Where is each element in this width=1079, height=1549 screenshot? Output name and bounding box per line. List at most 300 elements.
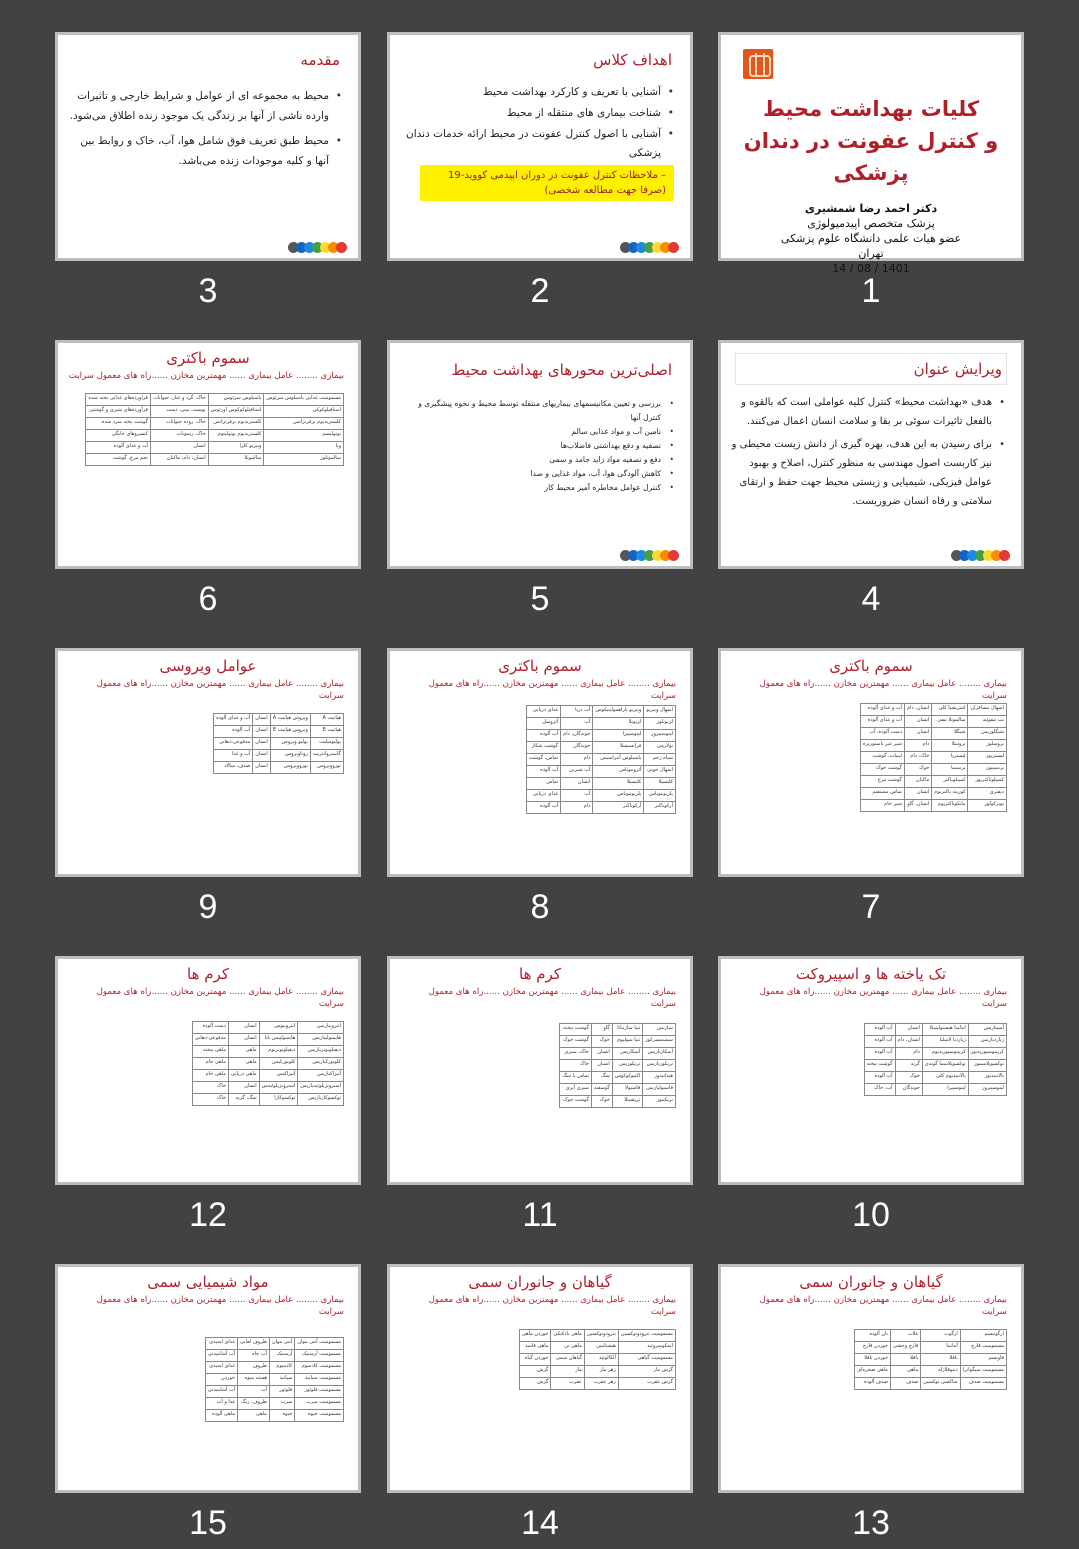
table-cell: شیگلوزیس <box>968 728 1007 740</box>
table-row <box>861 764 1007 776</box>
table-cell: عقرب <box>551 1378 585 1390</box>
table-row <box>205 1398 343 1410</box>
table-cell: تماس با سگ <box>560 1072 592 1084</box>
table-cell: فلوئور <box>269 1386 294 1398</box>
table-cell: نوروویروس <box>310 762 343 774</box>
table-cell: سرب <box>269 1398 294 1410</box>
table-row <box>861 800 1007 812</box>
table-row <box>192 1082 343 1094</box>
table-cell: کلبسیلا <box>644 778 676 790</box>
table-cell: تنیا ساژیناتا <box>612 1024 642 1036</box>
table-cell: جوندگان <box>895 1084 922 1096</box>
table-cell: زهر عقرب <box>584 1378 618 1390</box>
slide-frame[interactable] <box>387 1264 693 1493</box>
table-row <box>192 1046 343 1058</box>
bullet-list <box>58 69 358 171</box>
table-cell: مسمومیت گیاهی <box>618 1354 675 1366</box>
table-cell: کلستریدیوم پرفرنژانس <box>264 418 344 430</box>
table-row <box>855 1342 1007 1354</box>
table-cell: دینوفلاژله <box>921 1366 960 1378</box>
table-cell: آب <box>561 718 593 730</box>
slide-title: مواد شیمیایی سمی <box>147 1273 269 1291</box>
presentation-title <box>721 93 1021 189</box>
table-cell: بالانتیدیوم کلی <box>922 1072 968 1084</box>
table-cell: سالمونلا تیفی <box>932 716 968 728</box>
author-name: دکتر احمد رضا شمشیری <box>804 202 938 215</box>
slide-title: اصلی‌ترین محورهای بهداشت محیط <box>451 361 672 379</box>
slide-frame[interactable] <box>387 340 693 569</box>
table-row <box>526 742 675 754</box>
table-cell: ظروف <box>238 1362 270 1374</box>
table-cell: سیستیسرکوز <box>643 1036 676 1048</box>
table-cell: گزش <box>519 1378 551 1390</box>
table-cell: تب تیفوئید <box>968 716 1007 728</box>
table-cell: ماهی صخره‌ای <box>855 1366 891 1378</box>
table-cell: هایمنولپیازیس <box>298 1034 344 1046</box>
table-cell: انسان <box>228 1034 259 1046</box>
slide-number: 2 <box>530 272 550 310</box>
table-cell: باسیلوس آنتراسیس <box>593 754 644 766</box>
table-cell: توبرکولوز <box>968 800 1007 812</box>
table-row <box>519 1330 675 1342</box>
table-cell: انسان <box>253 714 270 726</box>
slide-frame[interactable] <box>55 648 361 877</box>
table-cell: مسمومیت قارچ <box>960 1342 1006 1354</box>
table-cell: آب آلوده <box>864 1036 895 1048</box>
table-cell: فاسیولا <box>612 1084 642 1096</box>
table-cell: شیر غیر پاستوریزه <box>861 740 905 752</box>
table-cell: انسان <box>253 762 270 774</box>
table-row <box>214 726 344 738</box>
table-cell: پولیو ویروس <box>270 738 310 750</box>
table-cell: انسان <box>904 716 931 728</box>
table-cell: انسان <box>253 750 270 762</box>
table-row <box>214 750 344 762</box>
slide-title: کرم ها <box>187 965 229 983</box>
data-table <box>192 1021 344 1106</box>
slide-title: تک یاخته ها و اسپیروکت <box>795 965 947 983</box>
table-cell: آرسنیک <box>269 1350 294 1362</box>
table-row <box>560 1072 676 1084</box>
table-cell: کورینه باکتریوم <box>932 788 968 800</box>
table-cell: گوشت مرغ <box>861 776 905 788</box>
slide-frame[interactable] <box>387 648 693 877</box>
table-cell: غلات <box>890 1330 920 1342</box>
slide-number: 8 <box>530 888 550 926</box>
bullet-list <box>721 385 1021 511</box>
table-cell: گوشت خوک <box>560 1036 592 1048</box>
slide-number: 4 <box>861 580 881 618</box>
presentation-date: 1401 / 08 / 14 <box>832 262 910 275</box>
table-cell: ماهی <box>238 1410 270 1422</box>
table-cell: گوسفند <box>591 1084 612 1096</box>
table-cell: هایمنولپیس نانا <box>259 1034 298 1046</box>
table-cell: لپتوسپیرا <box>922 1084 968 1096</box>
table-cell: مسمومیت آرسنیک <box>295 1350 344 1362</box>
table-cell: آب آلوده <box>526 802 560 814</box>
slide-number: 11 <box>522 1196 558 1234</box>
bullet-item: • شناخت بیماری های منتقله از محیط <box>400 104 674 123</box>
table-cell: ماهی <box>228 1046 259 1058</box>
table-cell: فرآورده‌های شیری و گوشتی <box>86 406 151 418</box>
slide-frame[interactable] <box>718 1264 1024 1493</box>
table-subheading: بیماری ........ عامل بیماری ...... مهمترین مخازن ......راه های معمول سرایت <box>96 987 344 1009</box>
table-row <box>526 754 675 766</box>
slide-number: 6 <box>198 580 218 618</box>
table-cell: آب و غذای آلوده <box>86 442 151 454</box>
table-cell: انتروبیازیس <box>298 1022 344 1034</box>
slide-title: مقدمه <box>300 51 340 69</box>
table-subheading: بیماری ........ عامل بیماری ...... مهمترین مخازن ......راه های معمول سرایت <box>759 987 1007 1009</box>
slide-frame[interactable] <box>718 956 1024 1185</box>
table-cell: انسان <box>904 788 931 800</box>
table-cell: انسان <box>904 728 931 740</box>
highlight-note: – ملاحظات کنترل عفونت در دوران اپیدمی کووید-19 (صرفا جهت مطالعه شخصی) <box>420 165 674 201</box>
table-row <box>192 1094 343 1106</box>
slide-frame[interactable] <box>718 340 1024 569</box>
table-cell: آب آلوده <box>526 766 560 778</box>
table-cell: کلونورکیس <box>259 1058 298 1070</box>
table-cell: مسمومیت فلوئور <box>295 1386 344 1398</box>
table-cell: آنتی موان <box>269 1338 294 1350</box>
table-cell: آمانیتا <box>921 1342 960 1354</box>
table-row <box>86 406 344 418</box>
table-cell: انتامبا هیستولیتیکا <box>922 1024 968 1036</box>
slide-number: 15 <box>189 1504 227 1542</box>
table-cell: استافیلوکوکوس اورئوس <box>208 406 264 418</box>
university-logo-icon <box>743 49 773 79</box>
table-cell: آب آلوده <box>526 730 560 742</box>
table-cell: استرونژیلوئیدیازیس <box>298 1082 344 1094</box>
table-cell: دیفیلوبوتریوم <box>259 1046 298 1058</box>
slide-number: 13 <box>852 1504 890 1542</box>
table-cell: تریکوریازیس <box>643 1060 676 1072</box>
table-cell: شیگلا <box>932 728 968 740</box>
table-cell: کلونورکیازیس <box>298 1058 344 1070</box>
table-row <box>519 1378 675 1390</box>
slide-title: سموم باکتری <box>829 657 913 675</box>
table-cell: صدف آلوده <box>855 1378 891 1390</box>
table-row <box>861 704 1007 716</box>
table-subheading: بیماری ........ عامل بیماری ...... مهمترین مخازن ......راه های معمول سرایت <box>96 1295 344 1317</box>
table-cell: آب شیرین <box>561 766 593 778</box>
table-cell: فاویسم <box>960 1354 1006 1366</box>
table-cell: خاک، رسوبات <box>150 430 208 442</box>
table-cell: دام <box>561 754 593 766</box>
table-row <box>192 1058 343 1070</box>
table-cell: تنیا سولیوم <box>612 1036 642 1048</box>
table-cell: ماهی بادکنکی <box>551 1330 585 1342</box>
slide-title: اهداف کلاس <box>593 51 672 69</box>
table-cell: غذای دریایی <box>526 706 560 718</box>
table-row <box>861 728 1007 740</box>
table-cell: آب چاه <box>238 1350 270 1362</box>
table-cell: اسهال مسافران <box>968 704 1007 716</box>
slide-number: 12 <box>189 1196 227 1234</box>
table-cell: انسان <box>591 1060 612 1072</box>
table-cell: آسکاریس <box>612 1048 642 1060</box>
table-cell: آئروسل <box>526 718 560 730</box>
table-cell: خوردن گیاه <box>519 1354 551 1366</box>
table-cell: ماهی خام <box>192 1070 228 1082</box>
table-row <box>205 1362 343 1374</box>
table-row <box>560 1060 676 1072</box>
table-cell: زهر مار <box>584 1366 618 1378</box>
table-cell: گاو <box>591 1024 612 1036</box>
table-cell: فراورده‌های غذایی پخته شده <box>86 394 151 406</box>
table-cell: هپاتیت E <box>310 726 343 738</box>
table-cell: استرونژیلوئیدس <box>259 1082 298 1094</box>
table-cell: لپتوسپیرا <box>593 730 644 742</box>
author-city: تهران <box>858 247 884 260</box>
title-line-2: و کنترل عفونت در دندان پزشکی <box>743 129 999 185</box>
table-cell: کریپتوسپوریدیوم <box>922 1048 968 1060</box>
table-cell: تنیازیس <box>643 1024 676 1036</box>
table-row <box>855 1366 1007 1378</box>
slide-title: ویرایش عنوان <box>913 360 1002 378</box>
slide-frame[interactable] <box>718 648 1024 877</box>
data-table <box>860 703 1007 812</box>
table-cell: مایکوباکتریوم <box>932 800 968 812</box>
table-cell: اشریشیا کلی <box>932 704 968 716</box>
table-cell: توکسوکاریازیس <box>298 1094 344 1106</box>
table-row <box>519 1354 675 1366</box>
table-row <box>861 740 1007 752</box>
table-cell: لبنیات، گوشت <box>861 752 905 764</box>
table-cell: لیستریا <box>932 752 968 764</box>
table-cell: گوشت پخته سرد شده <box>86 418 151 430</box>
data-table <box>205 1337 344 1422</box>
table-subheading: بیماری ........ عامل بیماری ...... مهمترین مخازن ......راه های معمول سرایت <box>96 679 344 701</box>
table-cell: تخم مرغ، گوشت <box>86 454 151 466</box>
table-cell: آب و غذای آلوده <box>214 714 253 726</box>
table-cell: گزش عقرب <box>618 1378 675 1390</box>
table-row <box>526 766 675 778</box>
table-cell: خاک، دام <box>904 752 931 764</box>
table-cell: آب و غذا <box>214 750 253 762</box>
slide-number: 5 <box>530 580 550 618</box>
table-cell: ماهی <box>228 1058 259 1070</box>
table-row <box>861 716 1007 728</box>
table-cell: کلستریدیوم بوتولینوم <box>208 430 264 442</box>
table-cell: ویروس هپاتیت A <box>270 714 310 726</box>
table-cell: تماس مستقیم <box>861 788 905 800</box>
table-cell: آب و غذای آلوده <box>861 704 905 716</box>
table-cell: آب آشامیدنی <box>205 1386 237 1398</box>
table-cell: ظروف، رنگ <box>238 1398 270 1410</box>
table-cell: آلکالوئید <box>584 1354 618 1366</box>
table-cell: سیانید <box>269 1374 294 1386</box>
table-cell: انسان <box>228 1082 259 1094</box>
table-cell: گزش مار <box>618 1366 675 1378</box>
table-cell: کریپتوسپوریدیوز <box>968 1048 1006 1060</box>
data-table <box>519 1329 676 1390</box>
color-dots-icon <box>620 242 680 252</box>
table-cell: خوردن قارچ <box>855 1342 891 1354</box>
table-subheading: بیماری ........ عامل بیماری ...... مهمترین مخازن ......راه های معمول سرایت <box>428 1295 676 1317</box>
table-cell: ماهی آلوده <box>205 1410 237 1422</box>
table-cell: کلبسیلا <box>593 778 644 790</box>
table-cell: گیاهان سمی <box>551 1354 585 1366</box>
table-subheading: بیماری ........ عامل بیماری ...... مهمترین مخازن ......راه های معمول سرایت <box>428 679 676 701</box>
table-cell: مسمومیت سیانید <box>295 1374 344 1386</box>
table-row <box>864 1072 1006 1084</box>
table-cell: آئروموناس <box>593 766 644 778</box>
table-cell: سالمونلا <box>208 454 264 466</box>
table-cell: مسمومیت کادمیوم <box>295 1362 344 1374</box>
table-row <box>861 788 1007 800</box>
table-cell: انسان <box>561 778 593 790</box>
table-cell: لپتوسپیروز <box>644 730 676 742</box>
table-cell: تولارمی <box>644 742 676 754</box>
table-cell: ویبریو کلرا <box>208 442 264 454</box>
table-row <box>519 1366 675 1378</box>
table-cell: ماهی دریایی <box>228 1070 259 1082</box>
slide-frame[interactable] <box>718 32 1024 275</box>
table-row <box>86 442 344 454</box>
table-row <box>192 1022 343 1034</box>
table-cell: لژیونلا <box>593 718 644 730</box>
table-row <box>205 1386 343 1398</box>
table-cell: باسیلوس سرئوس <box>208 394 264 406</box>
table-row <box>526 730 675 742</box>
table-cell: صدف <box>890 1378 920 1390</box>
table-cell: توکسوکارا <box>259 1094 298 1106</box>
author-role: پزشک متخصص اپیدمیولوژی <box>807 217 935 230</box>
color-dots-icon <box>288 242 348 252</box>
table-cell: گربه <box>895 1060 922 1072</box>
author-block <box>721 201 1021 276</box>
table-row <box>560 1024 676 1036</box>
data-table <box>526 705 676 814</box>
color-dots-icon <box>620 550 680 560</box>
bullet-item: • هدف «بهداشت محیط» کنترل کلیه عواملی است که بالقوه و بالفعل تاثیرات سوئی بر بقا و سلامت انسان اعمال می‌کنند. <box>731 393 1005 431</box>
table-cell: گوشت نپخته <box>864 1060 895 1072</box>
data-table <box>213 713 344 774</box>
table-cell: گوشت خوک <box>861 764 905 776</box>
table-cell: انسان <box>895 1024 922 1036</box>
table-cell: آب <box>561 790 593 802</box>
table-cell: گوشت نپخته <box>560 1024 592 1036</box>
table-cell: ویروس هپاتیت E <box>270 726 310 738</box>
bullet-item: • تامین آب و مواد غذایی سالم <box>400 425 674 439</box>
slide-frame[interactable] <box>55 340 361 569</box>
table-cell: بوتولیسم <box>264 430 344 442</box>
table-cell: آب و غذای آلوده <box>861 716 905 728</box>
table-cell: استافیلوکوکی <box>264 406 344 418</box>
table-cell: شیر خام <box>861 800 905 812</box>
slide-number: 10 <box>852 1196 890 1234</box>
color-dots-icon <box>951 550 1011 560</box>
table-cell: ماهی خام <box>192 1058 228 1070</box>
table-cell: هیداتیدوز <box>643 1072 676 1084</box>
table-row <box>864 1048 1006 1060</box>
table-cell: غذای دریایی <box>526 790 560 802</box>
table-cell: تریشینلا <box>612 1096 642 1108</box>
table-row <box>86 454 344 466</box>
table-row <box>526 718 675 730</box>
table-cell: نان آلوده <box>855 1330 891 1342</box>
bullet-item: • آشنایی با اصول کنترل عفونت در محیط ارائه خدمات دندان پزشکی <box>400 125 674 163</box>
table-row <box>526 778 675 790</box>
table-cell: آسکاریازیس <box>643 1048 676 1060</box>
slide-frame[interactable] <box>55 32 361 261</box>
table-row <box>861 776 1007 788</box>
table-cell: انسان <box>253 726 270 738</box>
table-row <box>864 1084 1006 1096</box>
table-cell: کمپیلوباکتر <box>932 776 968 788</box>
table-cell: غذا و آب <box>205 1398 237 1410</box>
bullet-item: • محیط طبق تعریف فوق شامل هوا، آب، خاک و روابط بین آنها و کلیه موجودات زنده می‌باشد. <box>68 132 342 171</box>
data-table <box>559 1023 676 1108</box>
table-cell: هیستامین <box>584 1342 618 1354</box>
table-cell: دام <box>895 1048 922 1060</box>
table-cell: انتروبیوس <box>259 1022 298 1034</box>
slide-frame[interactable] <box>387 956 693 1185</box>
table-cell: کنسروهای خانگی <box>86 430 151 442</box>
table-subheading: بیماری ........ عامل بیماری ...... مهمترین مخازن ......راه های معمول سرایت <box>68 371 344 381</box>
table-cell: پلزیوموناس <box>644 790 676 802</box>
table-cell: تریکوریس <box>612 1060 642 1072</box>
table-row <box>526 802 675 814</box>
table-cell: آب آلوده <box>864 1024 895 1036</box>
slide-frame[interactable] <box>55 956 361 1185</box>
table-cell: آب آلوده <box>214 726 253 738</box>
table-cell: آب آشامیدنی <box>205 1350 237 1362</box>
table-cell: خاک، سبزی <box>560 1048 592 1060</box>
table-cell: یرسینیا <box>932 764 968 776</box>
table-cell: گاستروانتریت <box>310 750 343 762</box>
table-cell: سگ <box>591 1072 612 1084</box>
table-cell: ارگوت <box>921 1330 960 1342</box>
table-cell: دام <box>904 740 931 752</box>
table-cell: خوردن ماهی <box>519 1330 551 1342</box>
table-cell: جیوه <box>269 1410 294 1422</box>
bullet-item: • کنترل عوامل مخاطره آمیز محیط کار <box>400 481 674 495</box>
bullet-list <box>390 69 690 163</box>
table-cell: انسان، دام <box>895 1036 922 1048</box>
table-cell: ماهی نپخته <box>192 1046 228 1058</box>
table-cell: سگ، گربه <box>228 1094 259 1106</box>
table-cell: مسمومیت جیوه <box>295 1410 344 1422</box>
table-subheading: بیماری ........ عامل بیماری ...... مهمترین مخازن ......راه های معمول سرایت <box>759 679 1007 701</box>
data-table <box>854 1329 1007 1390</box>
data-table <box>85 393 344 466</box>
table-cell: خوک <box>591 1036 612 1048</box>
table-cell: جوندگان، دام <box>561 730 593 742</box>
table-row <box>205 1338 343 1350</box>
table-row <box>864 1024 1006 1036</box>
bullet-item: • تصفیه و دفع بهداشتی فاضلاب‌ها <box>400 439 674 453</box>
table-cell: توکسوپلاسما گوندی <box>922 1060 968 1072</box>
slide-number: 14 <box>521 1504 559 1542</box>
table-cell: دست آلوده، آب <box>861 728 905 740</box>
table-cell: روتاویروس <box>270 750 310 762</box>
table-cell: سالمونلوز <box>264 454 344 466</box>
table-cell: فاسیولیازیس <box>643 1084 676 1096</box>
table-cell: کلستریدیوم پرفرنژانس <box>208 418 264 430</box>
table-cell: آنیزاکیازیس <box>298 1070 344 1082</box>
table-row <box>519 1342 675 1354</box>
slide-number: 3 <box>198 272 218 310</box>
slide-frame[interactable] <box>55 1264 361 1493</box>
table-cell: ژیاردیا لامبلیا <box>922 1036 968 1048</box>
table-cell: خوردن <box>205 1374 237 1386</box>
table-row <box>560 1048 676 1060</box>
slide-title: سموم باکتری <box>166 349 250 367</box>
slide-frame[interactable] <box>387 32 693 261</box>
table-row <box>560 1096 676 1108</box>
